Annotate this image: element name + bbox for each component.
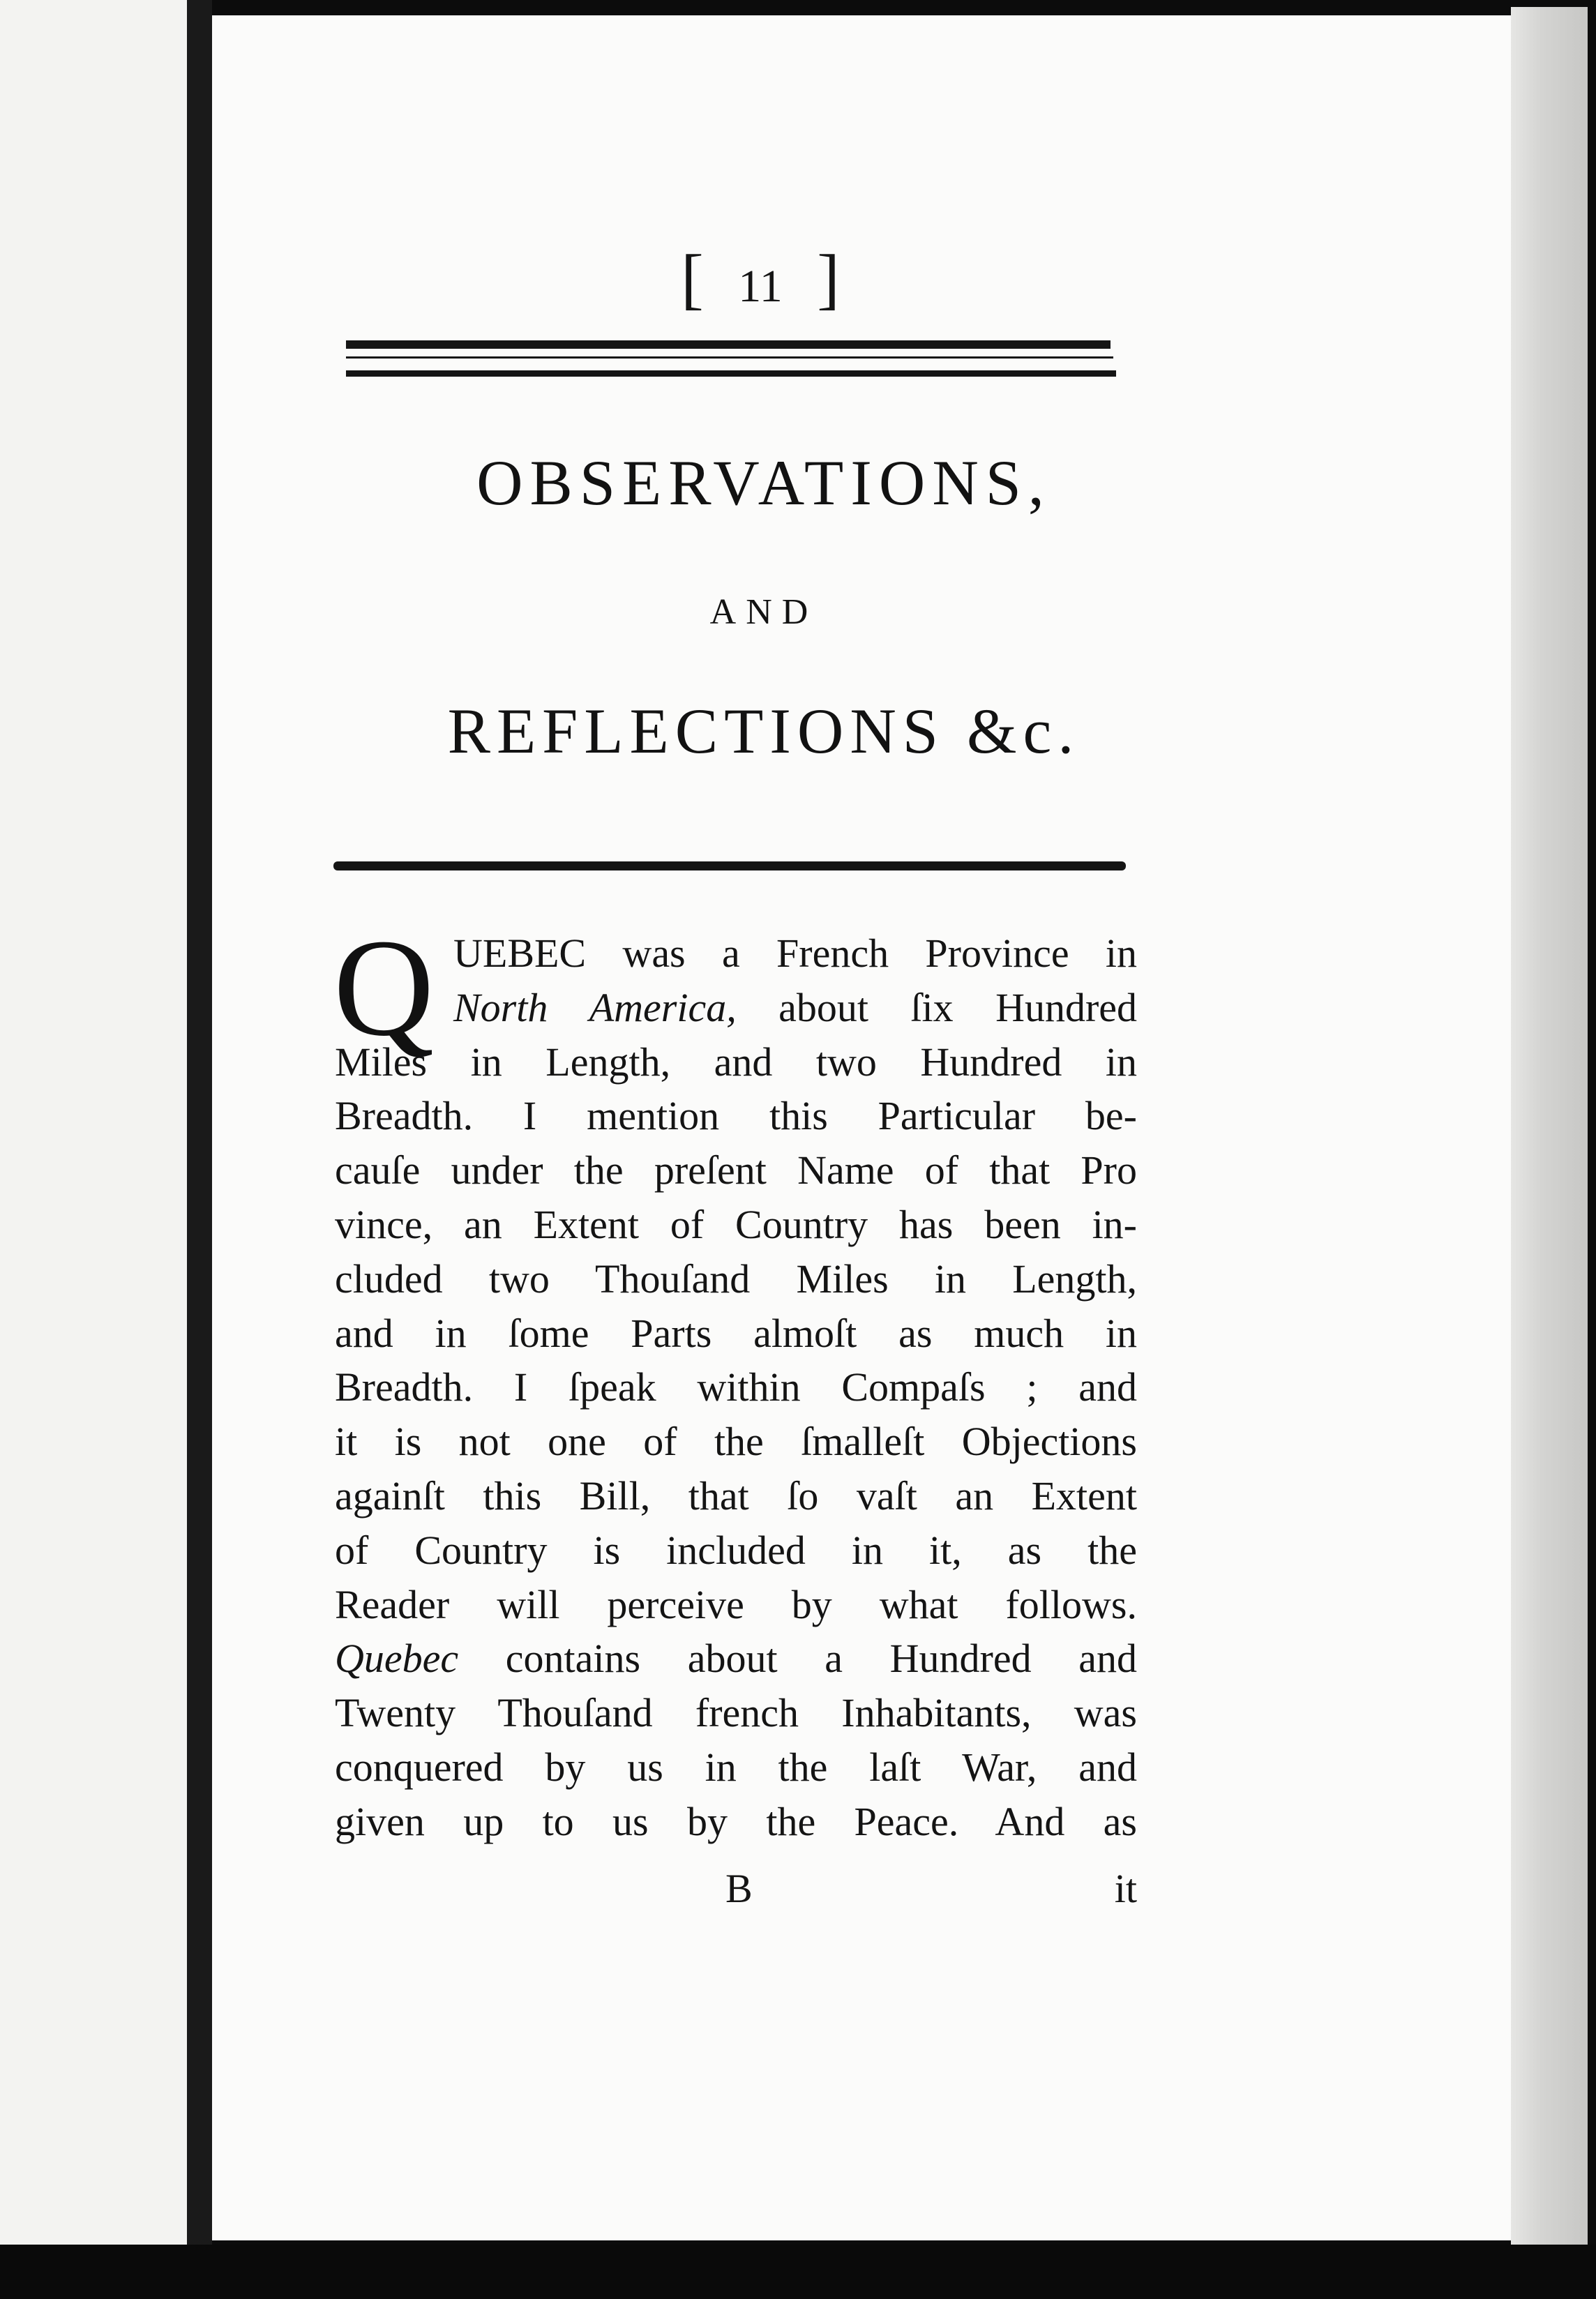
text-line: Reader will perceive by what follows. [335, 1581, 1137, 1627]
text-line: cluded two Thouſand Miles in Length, [335, 1256, 1137, 1302]
drop-cap: Q [333, 911, 435, 1065]
text-line: given up to us by the Peace. And as [335, 1798, 1137, 1844]
header-rule-thin-1 [346, 356, 1113, 359]
page-number: 11 [738, 261, 783, 312]
text-line: Breadth. I mention this Particular be- [335, 1093, 1137, 1139]
title-rule [333, 861, 1126, 870]
text-line [335, 1631, 1137, 1686]
bottom-shadow [0, 2245, 1596, 2299]
title-line-2: AND [709, 592, 818, 632]
title-line-3: REFLECTIONS &c. [447, 695, 1081, 767]
text-line: and in ſome Parts almoſt as much in [335, 1310, 1137, 1356]
place-name: North America, [453, 984, 737, 1030]
page-footer [335, 1861, 1137, 1917]
text-line: conquered by us in the laſt War, and [335, 1744, 1137, 1790]
bracket-left: [ [681, 241, 704, 317]
facing-page [0, 0, 187, 2246]
text-line: Miles in Length, and two Hundred in [335, 1039, 1137, 1085]
header-rule-thin-2 [346, 370, 1116, 377]
text-line: Breadth. I ſpeak within Compaſs ; and [335, 1364, 1137, 1410]
text-line: cauſe under the preſent Name of that Pro [335, 1147, 1137, 1193]
body-paragraph [333, 911, 1138, 1849]
text-line: againſt this Bill, that ſo vaſt an Extent [335, 1472, 1137, 1518]
title-line-1: OBSERVATIONS, [476, 447, 1051, 518]
catchword: it [1114, 1866, 1137, 1911]
signature-mark: B [725, 1866, 753, 1911]
text-line: vince, an Extent of Country has been in- [335, 1201, 1137, 1247]
page-number-header [551, 237, 970, 321]
text-line [335, 981, 1137, 1035]
header-rule-thick [346, 340, 1111, 349]
text-line: Twenty Thouſand french Inhabitants, was [335, 1690, 1137, 1736]
text-line: it is not one of the ſmalleſt Objections [335, 1419, 1137, 1465]
text-line: UEBEC was a French Province in [453, 930, 1137, 976]
page-edges [1511, 7, 1588, 2260]
book-gutter [187, 0, 212, 2253]
text-span: contains about a Hundred and [505, 1636, 1138, 1682]
bracket-right: ] [817, 241, 840, 317]
text-line: of Country is included in it, as the [335, 1527, 1137, 1573]
text-span: about ſix Hundred [778, 984, 1138, 1030]
place-name: Quebec [335, 1636, 459, 1682]
